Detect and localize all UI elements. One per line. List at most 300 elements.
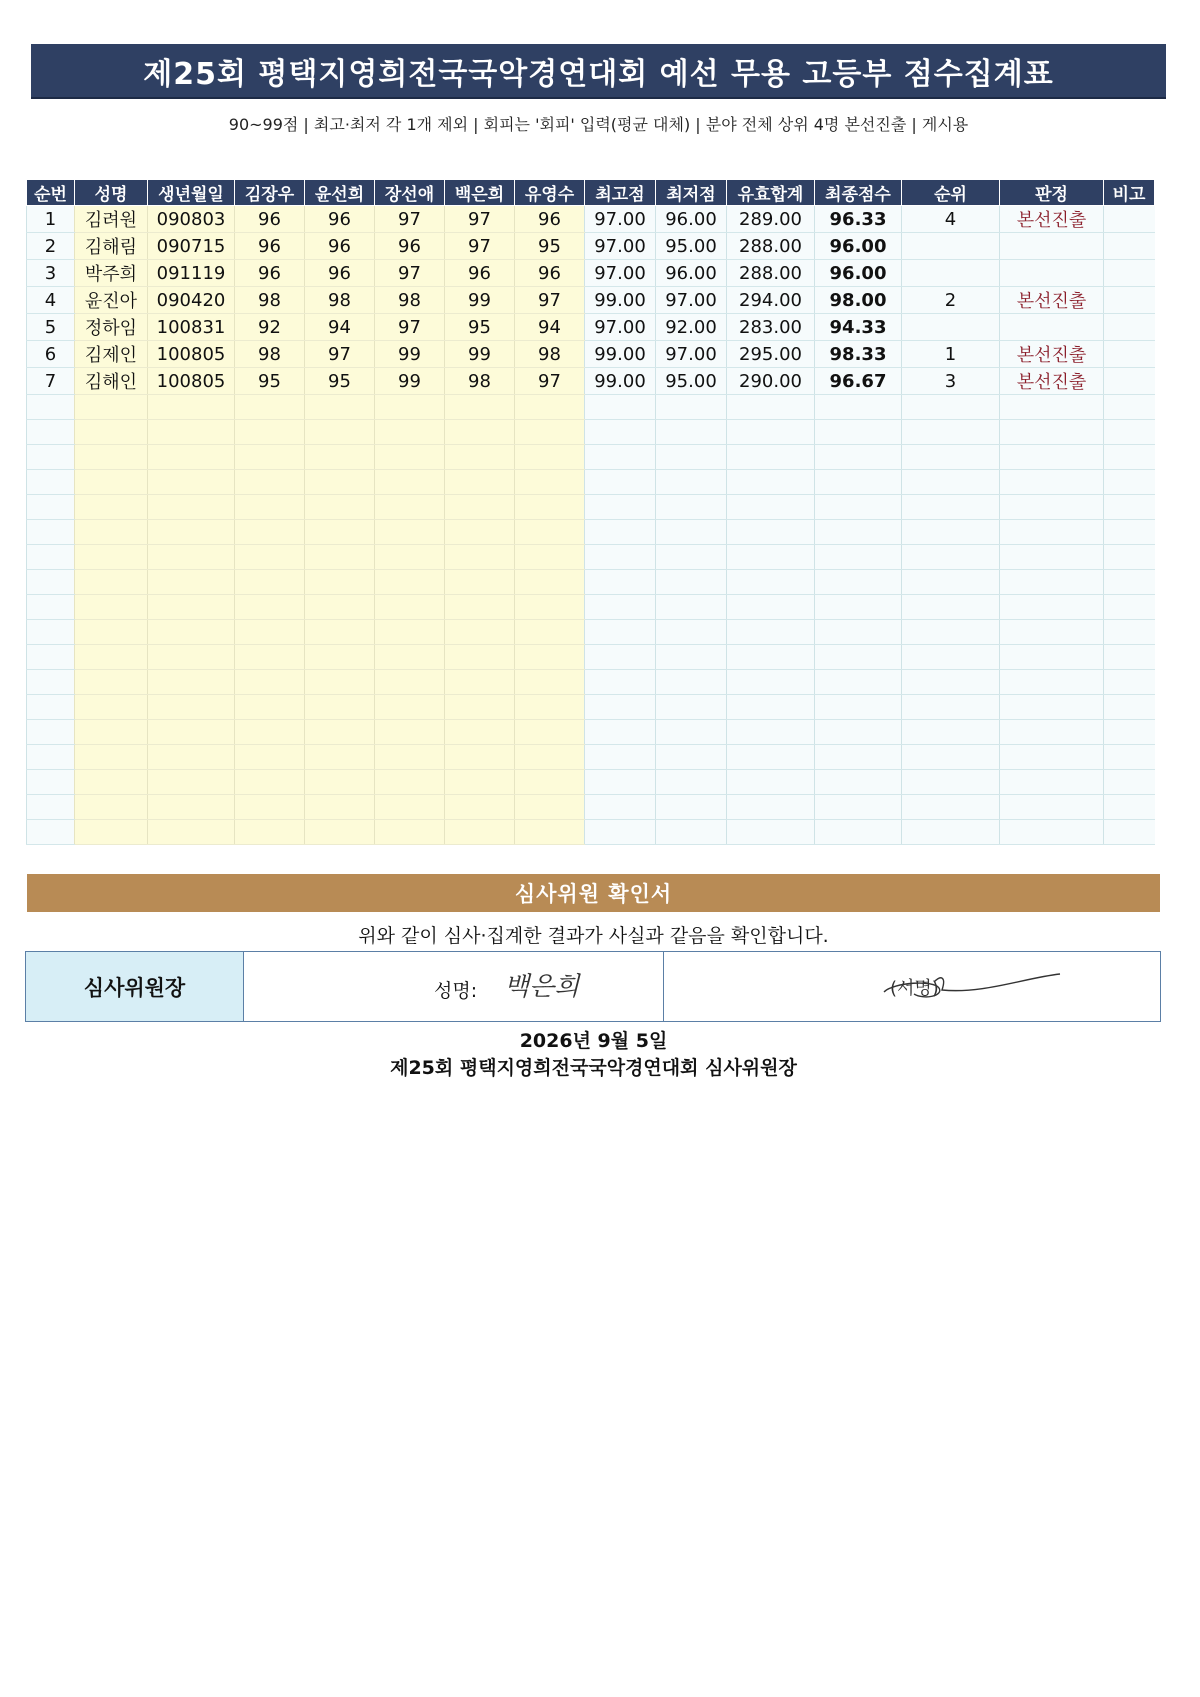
table-cell [375, 720, 445, 745]
table-cell: 1 [902, 341, 1000, 368]
table-cell: 2 [902, 287, 1000, 314]
table-cell [235, 570, 305, 595]
table-cell: 96 [305, 260, 375, 287]
table-cell: 090803 [148, 206, 235, 233]
table-cell [727, 545, 815, 570]
table-cell [375, 795, 445, 820]
table-cell [727, 445, 815, 470]
table-cell [75, 520, 148, 545]
table-cell [515, 645, 585, 670]
table-row [27, 395, 1155, 420]
table-row [27, 695, 1155, 720]
table-cell [727, 620, 815, 645]
table-cell: 7 [27, 368, 75, 395]
table-cell [1000, 420, 1104, 445]
table-cell: 96 [515, 206, 585, 233]
table-cell: 4 [902, 206, 1000, 233]
table-cell: 본선진출 [1000, 368, 1104, 395]
table-cell [585, 645, 656, 670]
table-cell [1000, 745, 1104, 770]
table-cell [656, 545, 727, 570]
table-cell: 김해림 [75, 233, 148, 260]
table-cell: 97 [515, 368, 585, 395]
table-cell [148, 795, 235, 820]
table-cell [1000, 720, 1104, 745]
table-cell [656, 620, 727, 645]
table-cell [1000, 595, 1104, 620]
table-cell [305, 620, 375, 645]
table-cell [445, 770, 515, 795]
table-cell [1000, 445, 1104, 470]
table-cell: 100831 [148, 314, 235, 341]
table-cell: 290.00 [727, 368, 815, 395]
column-header: 순위 [902, 180, 1000, 206]
table-cell: 94 [515, 314, 585, 341]
table-cell [585, 570, 656, 595]
table-cell [75, 795, 148, 820]
table-cell [148, 695, 235, 720]
table-cell [1000, 670, 1104, 695]
column-header: 판정 [1000, 180, 1104, 206]
table-cell [1000, 314, 1104, 341]
table-cell [235, 495, 305, 520]
table-cell [727, 595, 815, 620]
table-cell [27, 570, 75, 595]
column-header: 최저점 [656, 180, 727, 206]
table-cell [148, 445, 235, 470]
table-cell [1104, 545, 1155, 570]
table-cell [305, 770, 375, 795]
table-row [27, 470, 1155, 495]
table-cell [305, 520, 375, 545]
table-cell [815, 795, 902, 820]
table-cell [27, 720, 75, 745]
table-cell [445, 620, 515, 645]
page-title: 제25회 평택지영희전국국악경연대회 예선 무용 고등부 점수집계표 [31, 44, 1166, 99]
table-cell [1104, 470, 1155, 495]
table-cell [305, 570, 375, 595]
table-cell [148, 570, 235, 595]
table-cell [305, 545, 375, 570]
table-cell [902, 645, 1000, 670]
table-cell: 95 [235, 368, 305, 395]
table-cell [445, 745, 515, 770]
table-cell: 98 [375, 287, 445, 314]
table-row [27, 745, 1155, 770]
table-cell [1104, 314, 1155, 341]
table-cell: 96 [305, 233, 375, 260]
table-cell [1000, 820, 1104, 845]
column-header: 김장우 [235, 180, 305, 206]
table-cell [445, 570, 515, 595]
table-cell [656, 420, 727, 445]
table-cell: 4 [27, 287, 75, 314]
table-cell: 5 [27, 314, 75, 341]
table-cell: 95 [305, 368, 375, 395]
column-header: 유효합계 [727, 180, 815, 206]
table-cell [305, 445, 375, 470]
table-cell [515, 670, 585, 695]
table-row [27, 341, 1155, 368]
table-cell [515, 470, 585, 495]
table-row [27, 314, 1155, 341]
table-cell [235, 795, 305, 820]
table-cell [585, 470, 656, 495]
table-cell: 3 [27, 260, 75, 287]
table-cell [305, 470, 375, 495]
table-cell [656, 595, 727, 620]
table-cell [75, 420, 148, 445]
table-cell [235, 395, 305, 420]
table-cell [148, 820, 235, 845]
table-cell [235, 770, 305, 795]
table-cell [902, 420, 1000, 445]
table-cell [305, 720, 375, 745]
table-row [27, 520, 1155, 545]
table-cell [1104, 720, 1155, 745]
table-cell: 295.00 [727, 341, 815, 368]
table-cell: 99.00 [585, 287, 656, 314]
table-cell [1104, 595, 1155, 620]
table-cell [27, 595, 75, 620]
table-cell [727, 570, 815, 595]
table-row [27, 670, 1155, 695]
table-row [27, 570, 1155, 595]
table-cell [235, 820, 305, 845]
certificate-statement: 위와 같이 심사·집계한 결과가 사실과 같음을 확인합니다. [358, 925, 829, 947]
table-cell [235, 545, 305, 570]
table-cell [1000, 695, 1104, 720]
table-cell [815, 470, 902, 495]
table-cell [75, 570, 148, 595]
table-cell [75, 745, 148, 770]
column-header: 윤선희 [305, 180, 375, 206]
table-cell [375, 770, 445, 795]
table-cell [305, 495, 375, 520]
table-cell: 96 [305, 206, 375, 233]
table-cell [727, 645, 815, 670]
table-cell: 97.00 [585, 260, 656, 287]
table-cell [515, 395, 585, 420]
table-cell [148, 495, 235, 520]
table-cell [27, 670, 75, 695]
certificate-date: 2026년 9월 5일 [519, 1030, 668, 1052]
table-cell [375, 470, 445, 495]
table-cell [148, 720, 235, 745]
table-cell: 96.00 [815, 260, 902, 287]
table-cell: 283.00 [727, 314, 815, 341]
table-cell: 95.00 [656, 368, 727, 395]
signature-box [25, 951, 1161, 1022]
table-cell [656, 470, 727, 495]
table-cell [585, 795, 656, 820]
table-cell [75, 595, 148, 620]
table-cell: 96.67 [815, 368, 902, 395]
table-cell [445, 820, 515, 845]
column-header: 최고점 [585, 180, 656, 206]
table-cell: 99 [375, 368, 445, 395]
table-cell [727, 695, 815, 720]
table-cell [815, 770, 902, 795]
table-cell [585, 670, 656, 695]
table-cell [1000, 495, 1104, 520]
table-cell [515, 770, 585, 795]
signature-scribble [864, 960, 1064, 1016]
certificate-heading: 심사위원 확인서 [27, 874, 1160, 912]
table-cell [1000, 645, 1104, 670]
table-cell [1000, 570, 1104, 595]
table-cell [515, 745, 585, 770]
table-cell [727, 670, 815, 695]
table-row [27, 206, 1155, 233]
table-cell [75, 645, 148, 670]
table-cell [27, 495, 75, 520]
table-cell: 94 [305, 314, 375, 341]
table-cell [148, 545, 235, 570]
table-cell: 96.33 [815, 206, 902, 233]
table-cell: 본선진출 [1000, 287, 1104, 314]
table-cell: 94.33 [815, 314, 902, 341]
table-cell [75, 770, 148, 795]
table-cell [1104, 645, 1155, 670]
table-cell [148, 670, 235, 695]
table-cell [1104, 620, 1155, 645]
table-cell [656, 445, 727, 470]
table-cell: 98.33 [815, 341, 902, 368]
table-cell [815, 495, 902, 520]
table-cell [1000, 520, 1104, 545]
table-cell [445, 545, 515, 570]
table-cell [585, 770, 656, 795]
table-cell [445, 495, 515, 520]
table-cell [727, 770, 815, 795]
table-cell [585, 745, 656, 770]
table-cell [27, 420, 75, 445]
column-header: 백은희 [445, 180, 515, 206]
table-cell: 김해인 [75, 368, 148, 395]
table-cell: 김제인 [75, 341, 148, 368]
table-cell: 92.00 [656, 314, 727, 341]
table-cell [235, 595, 305, 620]
table-cell: 100805 [148, 341, 235, 368]
table-row [27, 720, 1155, 745]
table-cell [1104, 395, 1155, 420]
table-cell: 97 [445, 206, 515, 233]
table-cell [305, 420, 375, 445]
table-cell [148, 420, 235, 445]
table-cell [1000, 260, 1104, 287]
table-cell [1000, 620, 1104, 645]
table-cell [375, 570, 445, 595]
table-cell [305, 670, 375, 695]
table-cell [445, 695, 515, 720]
table-row [27, 795, 1155, 820]
table-cell [1104, 670, 1155, 695]
table-cell: 97.00 [585, 233, 656, 260]
table-cell: 99 [375, 341, 445, 368]
table-cell [902, 495, 1000, 520]
table-cell [75, 720, 148, 745]
table-cell [515, 695, 585, 720]
table-cell [27, 770, 75, 795]
table-cell [148, 645, 235, 670]
table-row [27, 770, 1155, 795]
judge-name-cell [244, 952, 664, 1021]
table-cell [235, 445, 305, 470]
table-cell: 97 [515, 287, 585, 314]
table-cell: 96.00 [815, 233, 902, 260]
table-cell [445, 520, 515, 545]
table-cell [902, 395, 1000, 420]
certificate-organization: 제25회 평택지영희전국국악경연대회 심사위원장 [390, 1057, 797, 1079]
table-cell [656, 795, 727, 820]
table-row [27, 445, 1155, 470]
table-cell [1104, 495, 1155, 520]
table-row [27, 260, 1155, 287]
signature-label: (서명) [890, 978, 939, 999]
table-cell [727, 420, 815, 445]
table-cell [1104, 745, 1155, 770]
table-cell [585, 695, 656, 720]
column-header: 장선애 [375, 180, 445, 206]
table-cell: 정하임 [75, 314, 148, 341]
table-row [27, 820, 1155, 845]
table-cell: 98 [235, 287, 305, 314]
table-cell [75, 620, 148, 645]
table-cell [305, 745, 375, 770]
table-cell: 99 [445, 287, 515, 314]
table-cell [375, 420, 445, 445]
table-cell [515, 720, 585, 745]
table-cell [375, 520, 445, 545]
table-cell [727, 495, 815, 520]
table-cell [727, 795, 815, 820]
table-cell: 294.00 [727, 287, 815, 314]
table-cell [75, 470, 148, 495]
table-cell [27, 795, 75, 820]
table-row [27, 645, 1155, 670]
table-cell [902, 670, 1000, 695]
table-cell [27, 470, 75, 495]
table-cell [445, 645, 515, 670]
table-cell [727, 720, 815, 745]
table-cell: 3 [902, 368, 1000, 395]
table-cell [1104, 368, 1155, 395]
table-cell [656, 520, 727, 545]
table-cell [815, 595, 902, 620]
table-cell [902, 745, 1000, 770]
table-cell: 96.00 [656, 206, 727, 233]
table-row [27, 495, 1155, 520]
table-cell [1104, 770, 1155, 795]
table-cell: 윤진아 [75, 287, 148, 314]
table-cell [656, 395, 727, 420]
table-cell [75, 495, 148, 520]
table-cell [585, 420, 656, 445]
table-cell [75, 695, 148, 720]
table-row [27, 368, 1155, 395]
table-cell [235, 695, 305, 720]
table-cell: 96 [375, 233, 445, 260]
signature-cell [664, 952, 1160, 1021]
table-cell [235, 470, 305, 495]
table-cell [27, 395, 75, 420]
table-cell: 091119 [148, 260, 235, 287]
table-cell: 289.00 [727, 206, 815, 233]
table-cell [75, 395, 148, 420]
table-cell [445, 795, 515, 820]
table-cell: 288.00 [727, 260, 815, 287]
table-cell [75, 670, 148, 695]
table-row [27, 233, 1155, 260]
table-cell: 2 [27, 233, 75, 260]
table-cell [75, 445, 148, 470]
table-cell [515, 620, 585, 645]
table-cell [815, 545, 902, 570]
table-cell [235, 670, 305, 695]
table-cell [235, 645, 305, 670]
table-cell: 박주희 [75, 260, 148, 287]
table-cell [27, 445, 75, 470]
table-cell [1104, 260, 1155, 287]
table-cell [1000, 770, 1104, 795]
table-cell [656, 770, 727, 795]
table-cell [27, 745, 75, 770]
table-cell: 090420 [148, 287, 235, 314]
table-cell [656, 495, 727, 520]
table-cell [375, 695, 445, 720]
table-cell [902, 720, 1000, 745]
table-cell [1104, 570, 1155, 595]
table-cell [445, 720, 515, 745]
table-cell [902, 445, 1000, 470]
table-cell [27, 545, 75, 570]
table-cell [515, 795, 585, 820]
column-header: 비고 [1104, 180, 1155, 206]
score-table [26, 179, 1155, 845]
table-cell [1104, 520, 1155, 545]
table-cell [1000, 395, 1104, 420]
table-cell: 96 [235, 233, 305, 260]
table-cell: 98 [515, 341, 585, 368]
table-cell: 97 [375, 206, 445, 233]
table-cell: 96 [445, 260, 515, 287]
table-cell [375, 670, 445, 695]
table-cell [815, 445, 902, 470]
table-cell [75, 545, 148, 570]
table-cell [815, 645, 902, 670]
table-cell [235, 520, 305, 545]
table-cell [727, 820, 815, 845]
judge-role: 심사위원장 [26, 952, 244, 1021]
table-cell [902, 695, 1000, 720]
table-cell [515, 445, 585, 470]
table-cell [27, 645, 75, 670]
column-header: 생년월일 [148, 180, 235, 206]
table-cell [585, 520, 656, 545]
table-cell [148, 395, 235, 420]
table-cell [515, 595, 585, 620]
table-cell: 99.00 [585, 368, 656, 395]
table-cell: 98 [235, 341, 305, 368]
table-cell [656, 570, 727, 595]
table-cell [902, 520, 1000, 545]
table-cell [902, 820, 1000, 845]
table-cell [148, 620, 235, 645]
table-cell [815, 745, 902, 770]
table-cell [515, 820, 585, 845]
table-cell [375, 395, 445, 420]
